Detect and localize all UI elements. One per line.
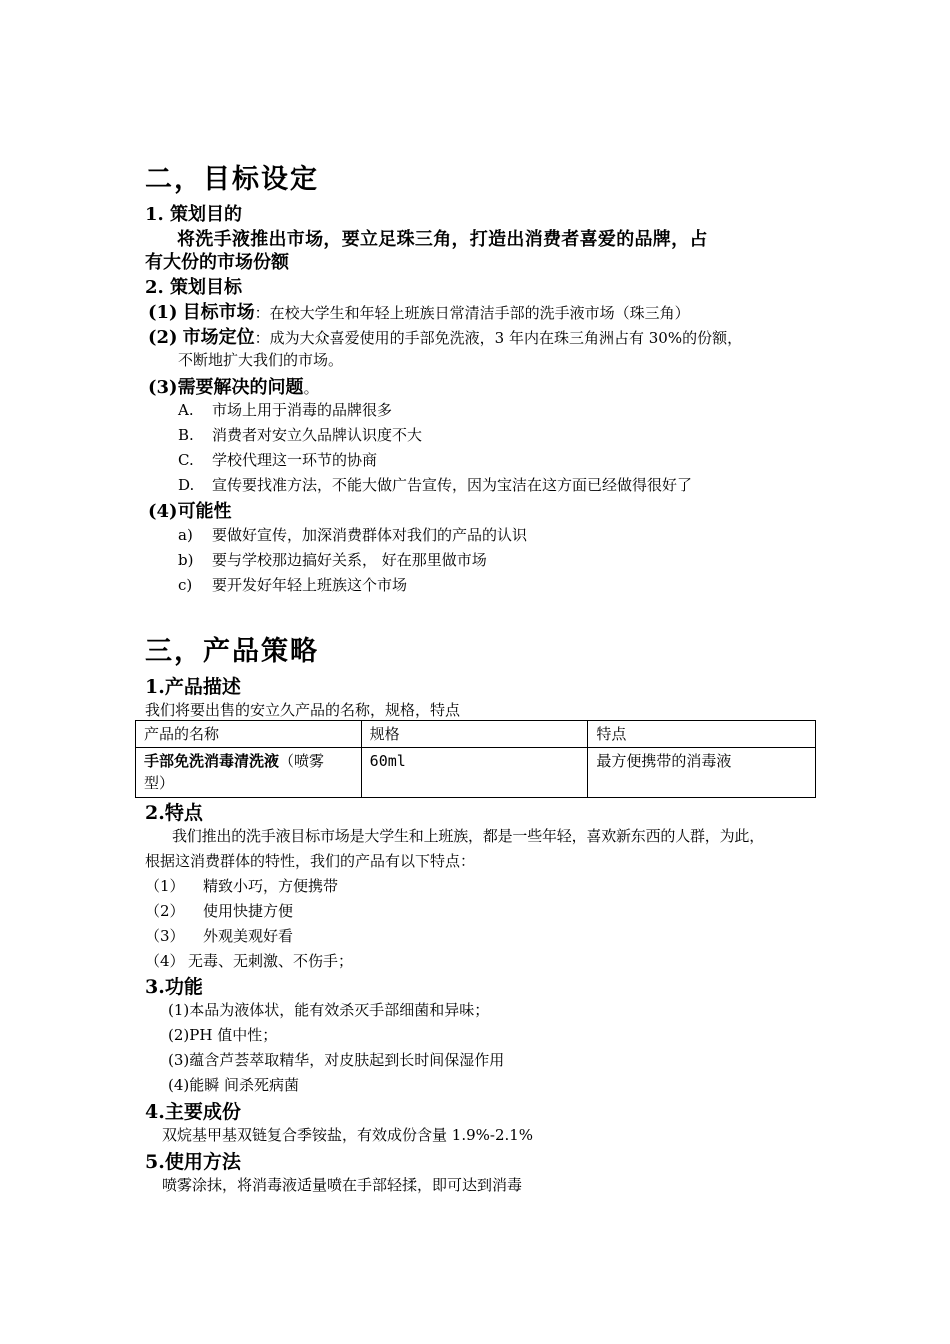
function-item: (3)蕴含芦荟萃取精华，对皮肤起到长时间保湿作用 — [168, 1051, 505, 1069]
problem-marker: B. — [178, 426, 194, 444]
features-paragraph-line-1: 我们推出的洗手液目标市场是大学生和上班族，都是一些年轻，喜欢新东西的人群，为此， — [172, 827, 765, 845]
goal-2-text-line-2: 不断地扩大我们的市场。 — [178, 351, 344, 369]
goal-2-marker: (2) — [148, 327, 178, 348]
goal-3-marker: (3) — [148, 377, 178, 398]
product-description-heading: 1.产品描述 — [145, 676, 241, 698]
product-description-intro: 我们将要出售的安立久产品的名称，规格，特点 — [145, 701, 461, 719]
features-heading: 2.特点 — [145, 802, 203, 824]
feature-item — [145, 875, 338, 896]
table-row — [136, 748, 816, 798]
goal-4 — [148, 497, 232, 523]
features-paragraph-line-2: 根据这消费群体的特性，我们的产品有以下特点： — [145, 852, 476, 870]
ingredients-text: 双烷基甲基双链复合季铵盐，有效成份含量 1.9%-2.1% — [162, 1126, 534, 1144]
possibility-item — [178, 574, 407, 595]
possibility-item — [178, 524, 527, 545]
table-header-cell: 规格 — [361, 721, 588, 748]
product-name-line-2: 型） — [144, 774, 175, 792]
problem-item — [178, 474, 692, 495]
goal-1-label: 目标市场 — [182, 302, 255, 323]
goal-1-text: ：在校大学生和年轻上班族日常清洁手部的洗手液市场（珠三角） — [254, 304, 690, 322]
section-3-title: 三，产品策略 — [145, 636, 319, 667]
feature-text: 无毒、无刺激、不伤手； — [188, 952, 354, 970]
table-cell-spec: 60ml — [361, 748, 588, 798]
problem-item — [178, 399, 392, 420]
possibility-marker: b) — [178, 551, 194, 569]
goal-2-text: ：成为大众喜爱使用的手部免洗液，3 年内在珠三角洲占有 30%的份额， — [254, 329, 743, 347]
table-header-cell: 特点 — [588, 721, 816, 748]
product-table — [135, 720, 816, 798]
goal-1 — [148, 298, 690, 324]
possibility-item — [178, 549, 487, 570]
possibility-text: 要开发好年轻上班族这个市场 — [212, 576, 408, 594]
feature-marker: （1） — [145, 877, 185, 895]
purpose-heading: 1. 策划目的 — [145, 204, 243, 225]
table-cell-product-name — [136, 748, 362, 798]
goal-2 — [148, 323, 742, 349]
product-name-bold: 手部免洗消毒清洗液 — [144, 752, 280, 770]
problem-text: 宣传要找准方法，不能大做广告宣传，因为宝洁在这方面已经做得很好了 — [212, 476, 693, 494]
goals-heading: 2. 策划目标 — [145, 277, 243, 298]
table-cell-feature: 最方便携带的消毒液 — [588, 748, 816, 798]
feature-marker: （4） — [145, 952, 185, 970]
feature-marker: （2） — [145, 902, 185, 920]
goal-3-end: 。 — [303, 379, 319, 397]
usage-heading: 5.使用方法 — [145, 1151, 241, 1173]
possibility-text: 要与学校那边搞好关系， 好在那里做市场 — [212, 551, 487, 569]
feature-item — [145, 925, 293, 946]
goal-3 — [148, 373, 319, 399]
goal-2-label: 市场定位 — [182, 327, 255, 348]
problem-item — [178, 424, 422, 445]
usage-text: 喷雾涂抹，将消毒液适量喷在手部轻揉，即可达到消毒 — [162, 1176, 523, 1194]
table-header-cell: 产品的名称 — [136, 721, 362, 748]
feature-text: 使用快捷方便 — [203, 902, 294, 920]
feature-text: 精致小巧，方便携带 — [203, 877, 339, 895]
function-item: (4)能瞬 间杀死病菌 — [168, 1076, 300, 1094]
goal-4-marker: (4) — [148, 501, 178, 522]
problem-text: 学校代理这一环节的协商 — [212, 451, 378, 469]
purpose-line-2: 有大份的市场份额 — [145, 252, 289, 273]
feature-marker: （3） — [145, 927, 185, 945]
function-item: (2)PH 值中性； — [168, 1026, 278, 1044]
problem-item — [178, 449, 377, 470]
function-item: (1)本品为液体状，能有效杀灭手部细菌和异味； — [168, 1001, 490, 1019]
goal-3-label: 需要解决的问题 — [177, 377, 304, 398]
ingredients-heading: 4.主要成份 — [145, 1101, 241, 1123]
feature-item — [145, 900, 293, 921]
purpose-line-1: 将洗手液推出市场，要立足珠三角，打造出消费者喜爱的品牌，占 — [177, 229, 708, 250]
feature-text: 外观美观好看 — [203, 927, 294, 945]
goal-1-marker: (1) — [148, 302, 178, 323]
problem-text: 消费者对安立久品牌认识度不大 — [212, 426, 423, 444]
possibility-marker: c) — [178, 576, 193, 594]
feature-item — [145, 950, 353, 971]
problem-marker: A. — [178, 401, 194, 419]
table-header-row — [136, 721, 816, 748]
possibility-marker: a) — [178, 526, 193, 544]
product-name-rest: （喷雾 — [279, 752, 325, 770]
function-heading: 3.功能 — [145, 976, 203, 998]
goal-4-label: 可能性 — [177, 501, 232, 522]
problem-marker: D. — [178, 476, 195, 494]
problem-text: 市场上用于消毒的品牌很多 — [212, 401, 393, 419]
section-2-title: 二，目标设定 — [145, 164, 319, 195]
possibility-text: 要做好宣传，加深消费群体对我们的产品的认识 — [212, 526, 528, 544]
problem-marker: C. — [178, 451, 194, 469]
